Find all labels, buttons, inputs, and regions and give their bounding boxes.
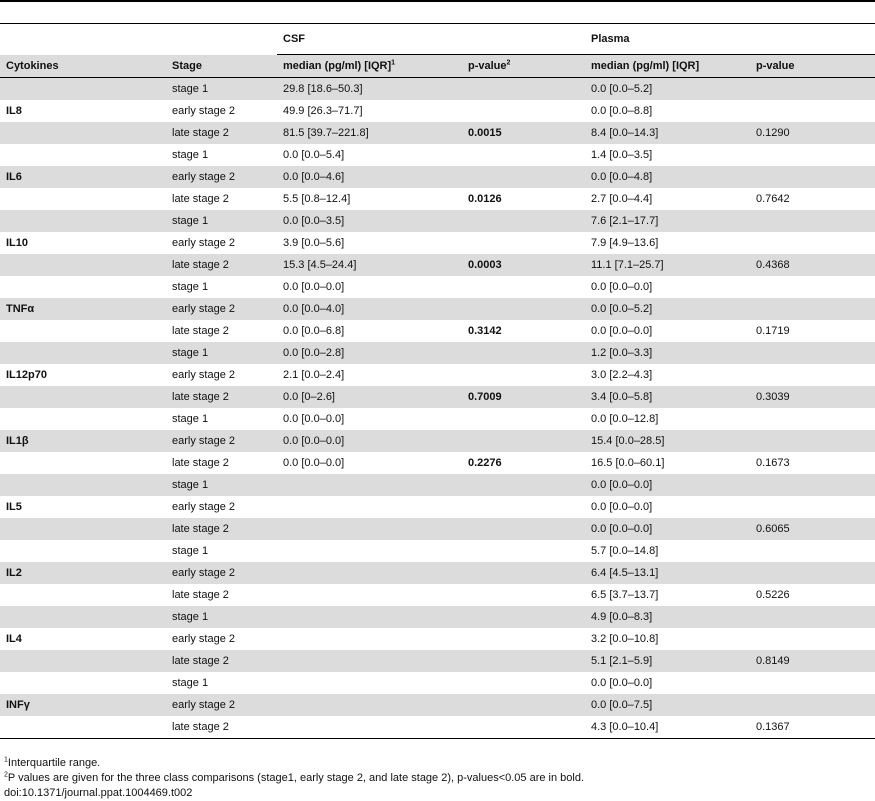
footnotes [4,756,584,801]
cell-csf-median [277,562,462,584]
doi-line: doi:10.1371/journal.ppat.1004469.t002 [4,787,193,799]
cell-plasma-p [750,78,875,101]
cell-plasma-median: 3.2 [0.0–10.8] [591,633,659,645]
cell-stage: early stage 2 [172,501,235,513]
cell-csf-median: 0.0 [0.0–3.5] [283,215,345,227]
table-row [0,364,875,386]
cell-stage: late stage 2 [172,523,229,535]
cell-stage: late stage 2 [172,259,229,271]
table-row [0,584,875,606]
table-row [0,562,875,584]
cell-cytokine [0,518,166,540]
cell-csf-p [462,562,585,584]
cell-csf-p: 0.2276 [468,457,502,469]
cell-cytokine [0,474,166,496]
table-row [0,342,875,364]
cell-csf-median [277,694,462,716]
cell-plasma-median: 0.0 [0.0–0.0] [591,325,653,337]
cell-plasma-p: 0.4368 [756,259,790,271]
cell-cytokine [0,122,166,144]
cell-cytokine [0,650,166,672]
table-row [0,650,875,672]
cell-plasma-median: 0.0 [0.0–5.2] [591,303,653,315]
cell-stage: early stage 2 [172,435,235,447]
col-header-cytokines: Cytokines [6,59,59,72]
table-row [0,144,875,166]
cell-plasma-median: 2.7 [0.0–4.4] [591,193,653,205]
cell-csf-p [462,100,585,122]
cell-cytokine [0,386,166,408]
cell-plasma-median: 0.0 [0.0–0.0] [591,677,653,689]
col-header-csf-p [462,55,585,78]
cell-csf-p [462,496,585,518]
cell-plasma-median: 7.9 [4.9–13.6] [591,237,659,249]
cell-stage: early stage 2 [172,303,235,315]
cell-stage: stage 1 [172,611,209,623]
cell-csf-median [277,716,462,739]
cell-plasma-p: 0.1719 [756,325,790,337]
col-header-csf-p-label: p-value [468,60,507,72]
cytokine-table [0,23,875,739]
cell-stage: early stage 2 [172,633,235,645]
cell-plasma-p [750,276,875,298]
cell-csf-median [277,606,462,628]
table-row [0,430,875,452]
cell-plasma-p [750,672,875,694]
cell-cytokine: IL4 [6,633,22,645]
table-row [0,452,875,474]
column-header-row [0,55,875,78]
cell-stage: early stage 2 [172,237,235,249]
cell-plasma-median: 0.0 [0.0–5.2] [591,83,653,95]
table-row [0,496,875,518]
cell-csf-p [462,210,585,232]
cell-cytokine [0,254,166,276]
cell-csf-p [462,166,585,188]
col-header-csf-median-label: median (pg/ml) [IQR] [283,60,392,72]
cell-plasma-median: 5.1 [2.1–5.9] [591,655,653,667]
cell-cytokine: IL2 [6,567,22,579]
cell-csf-median: 2.1 [0.0–2.4] [283,369,345,381]
cell-plasma-p [750,540,875,562]
cell-cytokine [0,672,166,694]
table-row [0,408,875,430]
footnote-2 [4,771,584,786]
cell-csf-p [462,78,585,101]
cell-cytokine [0,408,166,430]
cell-cytokine [0,144,166,166]
cell-plasma-median: 0.0 [0.0–4.8] [591,171,653,183]
cell-plasma-median: 7.6 [2.1–17.7] [591,215,659,227]
table-row [0,672,875,694]
table-row [0,188,875,210]
cell-plasma-median: 6.4 [4.5–13.1] [591,567,659,579]
table-row [0,386,875,408]
footnote-1 [4,756,584,771]
cell-plasma-p [750,210,875,232]
cell-csf-median [277,650,462,672]
cell-csf-median: 0.0 [0.0–2.8] [283,347,345,359]
cell-csf-median: 81.5 [39.7–221.8] [283,127,369,139]
cell-stage: late stage 2 [172,127,229,139]
cell-cytokine: IL6 [6,171,22,183]
cell-csf-p [462,584,585,606]
cell-plasma-median: 0.0 [0.0–0.0] [591,501,653,513]
group-header-empty [166,24,277,55]
cell-stage: stage 1 [172,347,209,359]
table-row [0,606,875,628]
col-header-stage: Stage [172,59,202,72]
cell-stage: late stage 2 [172,391,229,403]
table-row [0,474,875,496]
cell-csf-median: 0.0 [0.0–0.0] [283,413,345,425]
footnote-2-text: P values are given for the three class comparisons (stage1, early stage 2, and late stage 2), p-values<0.05 are in bold. [7,772,585,784]
cell-csf-median: 5.5 [0.8–12.4] [283,193,351,205]
cell-plasma-p [750,430,875,452]
table-row [0,628,875,650]
table-row [0,298,875,320]
table-body [0,78,875,739]
cell-plasma-median: 0.0 [0.0–0.0] [591,479,653,491]
cell-csf-p [462,144,585,166]
cell-csf-median: 0.0 [0.0–0.0] [283,281,345,293]
cell-cytokine [0,188,166,210]
cell-csf-p [462,276,585,298]
cell-stage: late stage 2 [172,655,229,667]
cell-stage: stage 1 [172,677,209,689]
cell-plasma-p [750,606,875,628]
footnote-1-marker: 1 [4,756,8,764]
cell-cytokine: IL10 [6,237,29,249]
cell-csf-p [462,474,585,496]
table-row [0,166,875,188]
cell-plasma-p: 0.1290 [756,127,790,139]
footnote-1-text: Interquartile range. [7,757,101,769]
cell-csf-median [277,672,462,694]
cell-plasma-median: 0.0 [0.0–0.0] [591,523,653,535]
cell-csf-p: 0.0003 [468,259,502,271]
cell-plasma-median: 16.5 [0.0–60.1] [591,457,665,469]
cell-csf-p [462,716,585,739]
cell-csf-median: 15.3 [4.5–24.4] [283,259,357,271]
cell-cytokine: IL1β [6,435,29,447]
top-rule [0,0,875,2]
cell-plasma-median: 3.4 [0.0–5.8] [591,391,653,403]
cell-cytokine [0,78,166,101]
cell-csf-median [277,474,462,496]
cell-csf-median: 0.0 [0.0–0.0] [283,457,345,469]
table-row [0,694,875,716]
table-row [0,210,875,232]
cell-csf-median: 49.9 [26.3–71.7] [283,105,363,117]
cell-plasma-p [750,166,875,188]
cell-csf-median: 29.8 [18.6–50.3] [283,83,363,95]
col-header-plasma-median: median (pg/ml) [IQR] [591,60,700,72]
cell-csf-median [277,496,462,518]
cell-csf-median: 0.0 [0–2.6] [283,391,335,403]
cell-csf-p [462,540,585,562]
cell-csf-p: 0.3142 [468,325,502,337]
cell-cytokine [0,716,166,739]
table-row [0,122,875,144]
cell-csf-p: 0.0015 [468,127,502,139]
cell-csf-p [462,342,585,364]
cell-plasma-median: 3.0 [2.2–4.3] [591,369,653,381]
cell-csf-p [462,232,585,254]
cell-cytokine: INFγ [6,699,30,711]
cell-plasma-median: 0.0 [0.0–0.0] [591,281,653,293]
cell-plasma-p [750,364,875,386]
footnote-ref-2: 2 [506,59,511,67]
cell-csf-median: 0.0 [0.0–4.6] [283,171,345,183]
footnote-ref-1: 1 [391,59,396,67]
col-header-plasma-p: p-value [756,60,795,72]
cell-plasma-median: 15.4 [0.0–28.5] [591,435,665,447]
table-row [0,320,875,342]
table-row [0,716,875,739]
cell-plasma-median: 8.4 [0.0–14.3] [591,127,659,139]
table-row [0,100,875,122]
cell-plasma-p: 0.1673 [756,457,790,469]
cell-stage: stage 1 [172,413,209,425]
table-row [0,540,875,562]
cell-stage: early stage 2 [172,369,235,381]
cell-csf-median [277,540,462,562]
footnote-2-marker: 2 [4,771,8,779]
cell-plasma-p [750,496,875,518]
cell-csf-p [462,672,585,694]
group-header-row [0,24,875,55]
cell-csf-p [462,430,585,452]
col-header-csf-median [277,55,462,78]
cell-csf-p [462,628,585,650]
cell-csf-p [462,298,585,320]
cell-plasma-median: 5.7 [0.0–14.8] [591,545,659,557]
cell-plasma-median: 4.3 [0.0–10.4] [591,721,659,733]
cell-plasma-p: 0.3039 [756,391,790,403]
cell-cytokine [0,210,166,232]
cell-plasma-p [750,144,875,166]
cell-plasma-median: 4.9 [0.0–8.3] [591,611,653,623]
cell-stage: late stage 2 [172,589,229,601]
table-row [0,276,875,298]
cell-csf-p: 0.7009 [468,391,502,403]
cell-csf-p [462,650,585,672]
cell-stage: stage 1 [172,215,209,227]
group-header-csf: CSF [277,24,585,55]
cell-plasma-p: 0.5226 [756,589,790,601]
cell-csf-median: 0.0 [0.0–0.0] [283,435,345,447]
cell-cytokine: IL12p70 [6,369,47,381]
cell-plasma-p [750,298,875,320]
table-row [0,78,875,101]
cell-cytokine: IL5 [6,501,22,513]
cell-plasma-p [750,694,875,716]
cell-plasma-p [750,232,875,254]
cell-plasma-median: 0.0 [0.0–12.8] [591,413,659,425]
cell-csf-median [277,518,462,540]
cell-csf-p [462,606,585,628]
cell-csf-p [462,694,585,716]
cell-cytokine [0,276,166,298]
cell-stage: late stage 2 [172,193,229,205]
cell-csf-median: 0.0 [0.0–4.0] [283,303,345,315]
cell-cytokine [0,452,166,474]
cell-plasma-p: 0.6065 [756,523,790,535]
cell-csf-p [462,364,585,386]
cell-csf-median: 0.0 [0.0–6.8] [283,325,345,337]
cell-stage: early stage 2 [172,105,235,117]
cell-cytokine: IL8 [6,105,22,117]
cell-cytokine [0,606,166,628]
cell-plasma-p [750,628,875,650]
cell-csf-p [462,408,585,430]
cell-stage: late stage 2 [172,325,229,337]
cell-plasma-median: 1.4 [0.0–3.5] [591,149,653,161]
cell-csf-median: 3.9 [0.0–5.6] [283,237,345,249]
cell-plasma-p [750,342,875,364]
group-header-plasma: Plasma [585,24,875,55]
cell-plasma-p [750,408,875,430]
cell-cytokine [0,320,166,342]
cell-stage: early stage 2 [172,567,235,579]
cell-plasma-p: 0.1367 [756,721,790,733]
cell-plasma-median: 1.2 [0.0–3.3] [591,347,653,359]
cell-plasma-median: 0.0 [0.0–8.8] [591,105,653,117]
cell-plasma-p [750,474,875,496]
cell-cytokine [0,584,166,606]
cell-stage: early stage 2 [172,699,235,711]
cell-csf-median [277,628,462,650]
cell-plasma-median: 6.5 [3.7–13.7] [591,589,659,601]
cell-stage: early stage 2 [172,171,235,183]
cell-stage: stage 1 [172,479,209,491]
cell-plasma-p [750,100,875,122]
cell-plasma-p [750,562,875,584]
group-header-empty [0,24,166,55]
table-row [0,232,875,254]
cell-csf-p [462,518,585,540]
cell-stage: stage 1 [172,149,209,161]
cell-plasma-p: 0.7642 [756,193,790,205]
cell-stage: late stage 2 [172,721,229,733]
cell-stage: stage 1 [172,281,209,293]
cell-csf-median: 0.0 [0.0–5.4] [283,149,345,161]
cell-stage: stage 1 [172,545,209,557]
cell-plasma-median: 11.1 [7.1–25.7] [591,259,664,271]
cell-cytokine [0,342,166,364]
cell-csf-p: 0.0126 [468,193,502,205]
cell-stage: stage 1 [172,83,209,95]
cell-csf-median [277,584,462,606]
table-row [0,518,875,540]
table-row [0,254,875,276]
cell-cytokine [0,540,166,562]
cell-cytokine: TNFα [6,303,35,315]
cell-plasma-median: 0.0 [0.0–7.5] [591,699,653,711]
cell-plasma-p: 0.8149 [756,655,790,667]
cell-stage: late stage 2 [172,457,229,469]
